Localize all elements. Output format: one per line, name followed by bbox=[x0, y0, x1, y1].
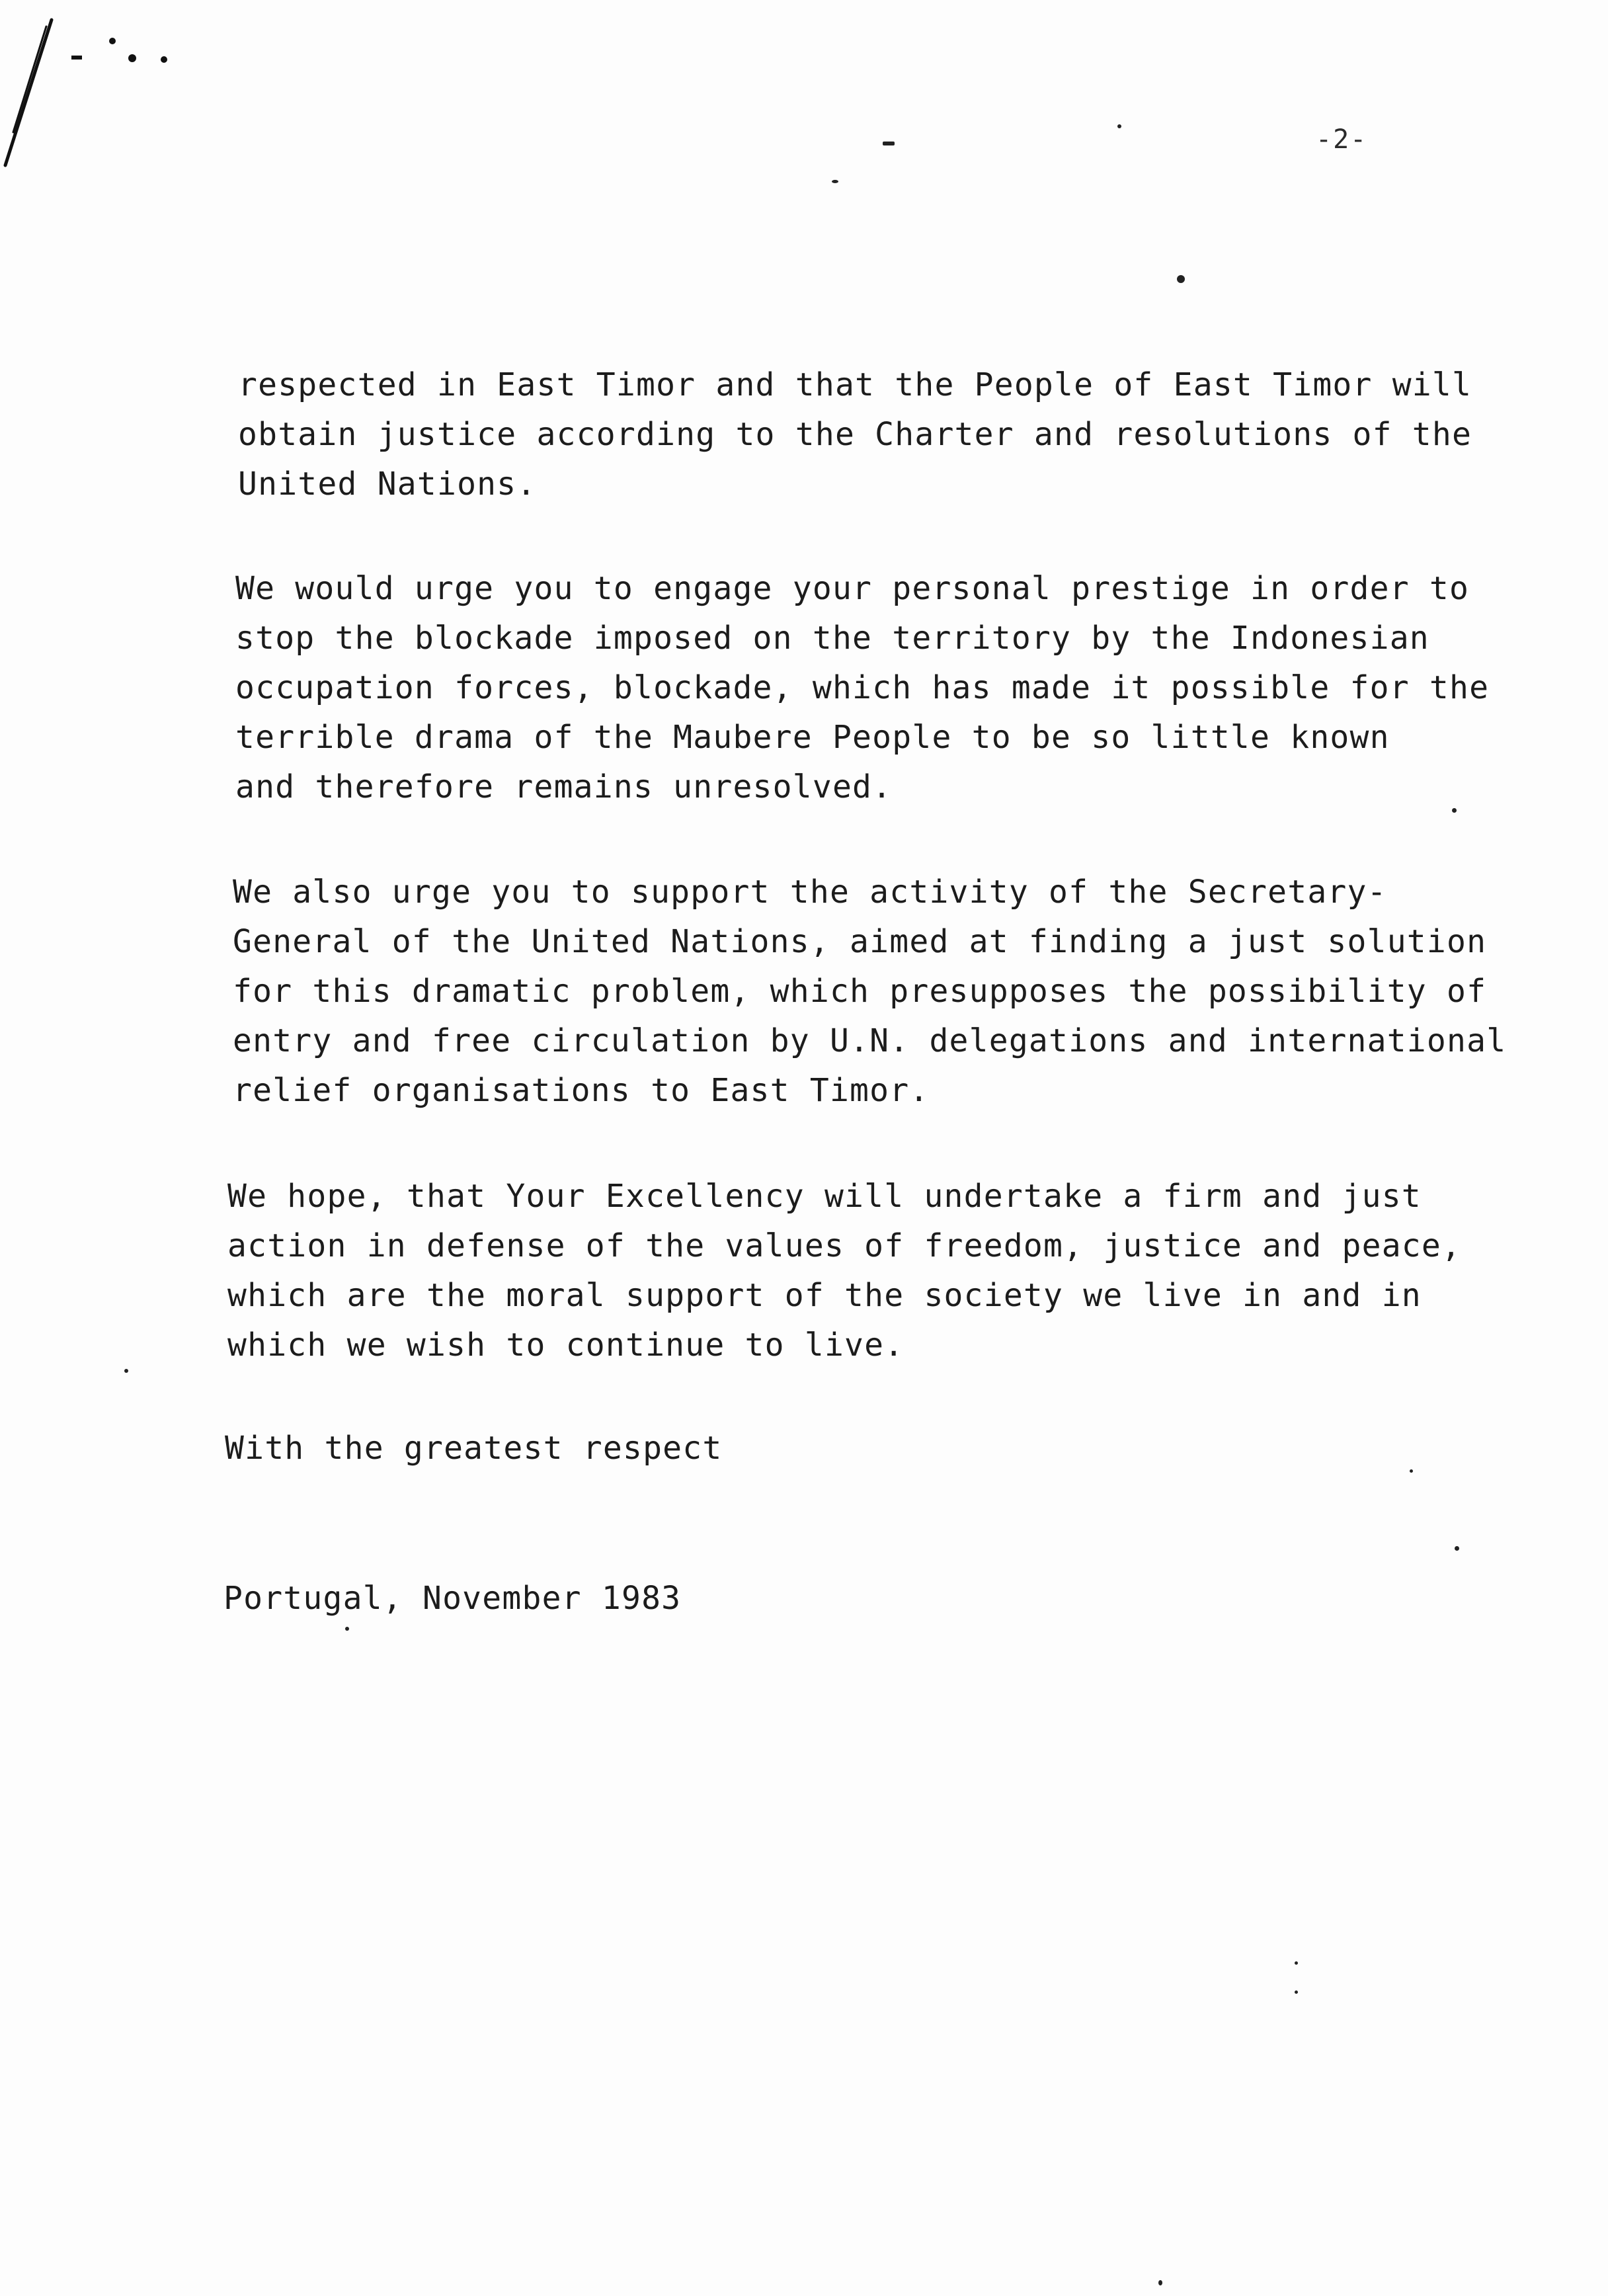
paragraph-line: entry and free circulation by U.N. delegations and international bbox=[233, 1022, 1507, 1059]
paragraph-line: respected in East Timor and that the People of East Timor will bbox=[238, 366, 1472, 403]
paragraph-line: We also urge you to support the activity of the Secretary- bbox=[233, 874, 1387, 911]
paragraph-3 bbox=[233, 868, 1506, 1116]
paragraph-line: which are the moral support of the society we live in and in bbox=[227, 1277, 1422, 1314]
paragraph-line: United Nations. bbox=[238, 466, 537, 503]
scan-speck bbox=[1295, 1961, 1298, 1965]
scan-speck bbox=[124, 1369, 128, 1373]
paragraph-line: for this dramatic problem, which presupposes the possibility of bbox=[233, 973, 1487, 1010]
page-number: -2- bbox=[1316, 124, 1368, 155]
paragraph-2 bbox=[235, 564, 1489, 812]
paragraph-line: occupation forces, blockade, which has made it possible for the bbox=[235, 669, 1490, 706]
paragraph-4 bbox=[227, 1172, 1461, 1370]
pen-stroke-mark bbox=[0, 0, 198, 172]
dateline: Portugal, November 1983 bbox=[223, 1580, 682, 1617]
paragraph-line: and therefore remains unresolved. bbox=[235, 768, 893, 805]
paragraph-line: action in defense of the values of freedom, justice and peace, bbox=[227, 1227, 1462, 1264]
scan-speck bbox=[1158, 2280, 1162, 2285]
scan-speck bbox=[883, 142, 895, 145]
scan-speck bbox=[1177, 275, 1185, 283]
paragraph-line: stop the blockade imposed on the territory by the Indonesian bbox=[235, 620, 1429, 657]
scan-speck bbox=[1410, 1469, 1413, 1473]
scan-speck bbox=[345, 1627, 349, 1631]
scan-speck bbox=[1295, 1990, 1298, 1994]
paragraph-line: terrible drama of the Maubere People to be so little known bbox=[235, 719, 1390, 756]
paragraph-line: which we wish to continue to live. bbox=[227, 1327, 904, 1364]
scan-speck bbox=[832, 180, 838, 183]
paragraph-line: General of the United Nations, aimed at finding a just solution bbox=[233, 923, 1487, 960]
paragraph-1 bbox=[238, 360, 1472, 509]
paragraph-line: obtain justice according to the Charter and resolutions of the bbox=[238, 416, 1472, 453]
paragraph-line: relief organisations to East Timor. bbox=[233, 1072, 930, 1109]
scan-speck bbox=[1455, 1546, 1459, 1551]
paragraph-line: We hope, that Your Excellency will undertake a firm and just bbox=[227, 1178, 1422, 1215]
closing-salutation: With the greatest respect bbox=[225, 1430, 723, 1467]
scan-speck bbox=[1117, 124, 1121, 128]
paragraph-line: We would urge you to engage your personal prestige in order to bbox=[235, 570, 1470, 607]
